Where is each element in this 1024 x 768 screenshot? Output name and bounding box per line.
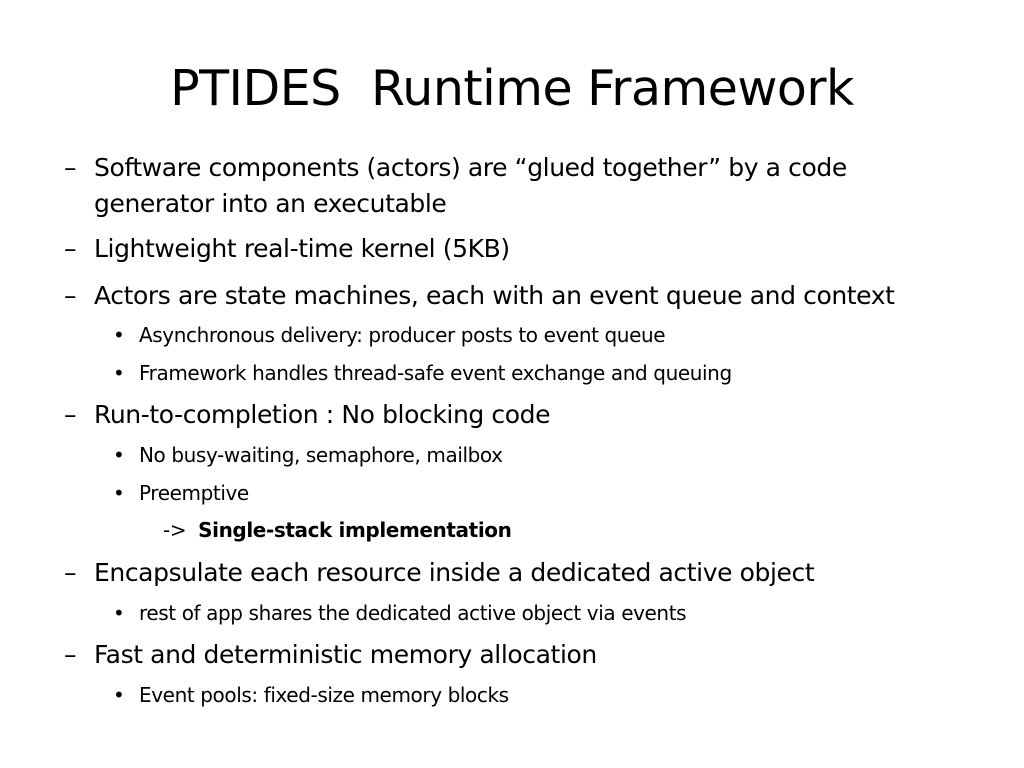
dot-marker: • — [113, 601, 125, 625]
bullet-item — [64, 278, 895, 314]
bullet-item — [64, 150, 847, 222]
bullet-text: Fast and deterministic memory allocation — [94, 640, 597, 669]
sub-bullet-text: Framework handles thread-safe event exchange and queuing — [139, 361, 732, 385]
dash-marker: – — [64, 400, 77, 429]
bullet-text: Lightweight real-time kernel (5KB) — [94, 234, 510, 263]
arrow-note-text: Single-stack implementation — [198, 518, 512, 542]
dash-marker: – — [64, 234, 77, 263]
bullet-text: Software components (actors) are “glued together” by a code — [94, 153, 847, 182]
sub-bullet-item — [113, 599, 687, 627]
dash-marker: – — [64, 640, 77, 669]
sub-bullet-item — [113, 359, 732, 387]
sub-bullet-text: No busy-waiting, semaphore, mailbox — [139, 443, 503, 467]
sub-bullet-item — [113, 479, 249, 507]
bullet-text: Actors are state machines, each with an event queue and context — [94, 281, 895, 310]
dash-marker: – — [64, 558, 77, 587]
dot-marker: • — [113, 443, 125, 467]
bullet-text: Run-to-completion : No blocking code — [94, 400, 551, 429]
bullet-text: Encapsulate each resource inside a dedicated active object — [94, 558, 815, 587]
dot-marker: • — [113, 683, 125, 707]
bullet-item — [64, 555, 815, 591]
sub-bullet-item — [113, 681, 509, 709]
sub-bullet-text: rest of app shares the dedicated active object via events — [139, 601, 687, 625]
sub-bullet-text: Preemptive — [139, 481, 249, 505]
slide-title: PTIDES Runtime Framework — [170, 60, 854, 117]
arrow-note — [163, 516, 511, 544]
sub-bullet-text: Event pools: fixed-size memory blocks — [139, 683, 509, 707]
bullet-item — [64, 637, 597, 673]
dot-marker: • — [113, 361, 125, 385]
dash-marker: – — [64, 281, 77, 310]
bullet-item — [64, 397, 551, 433]
sub-bullet-text: Asynchronous delivery: producer posts to event queue — [139, 323, 666, 347]
sub-bullet-item — [113, 441, 503, 469]
bullet-item — [64, 231, 510, 267]
dot-marker: • — [113, 481, 125, 505]
dot-marker: • — [113, 323, 125, 347]
arrow-marker: -> — [163, 518, 187, 542]
sub-bullet-item — [113, 321, 666, 349]
dash-marker: – — [64, 153, 77, 182]
bullet-text-continued: generator into an executable — [94, 189, 447, 218]
